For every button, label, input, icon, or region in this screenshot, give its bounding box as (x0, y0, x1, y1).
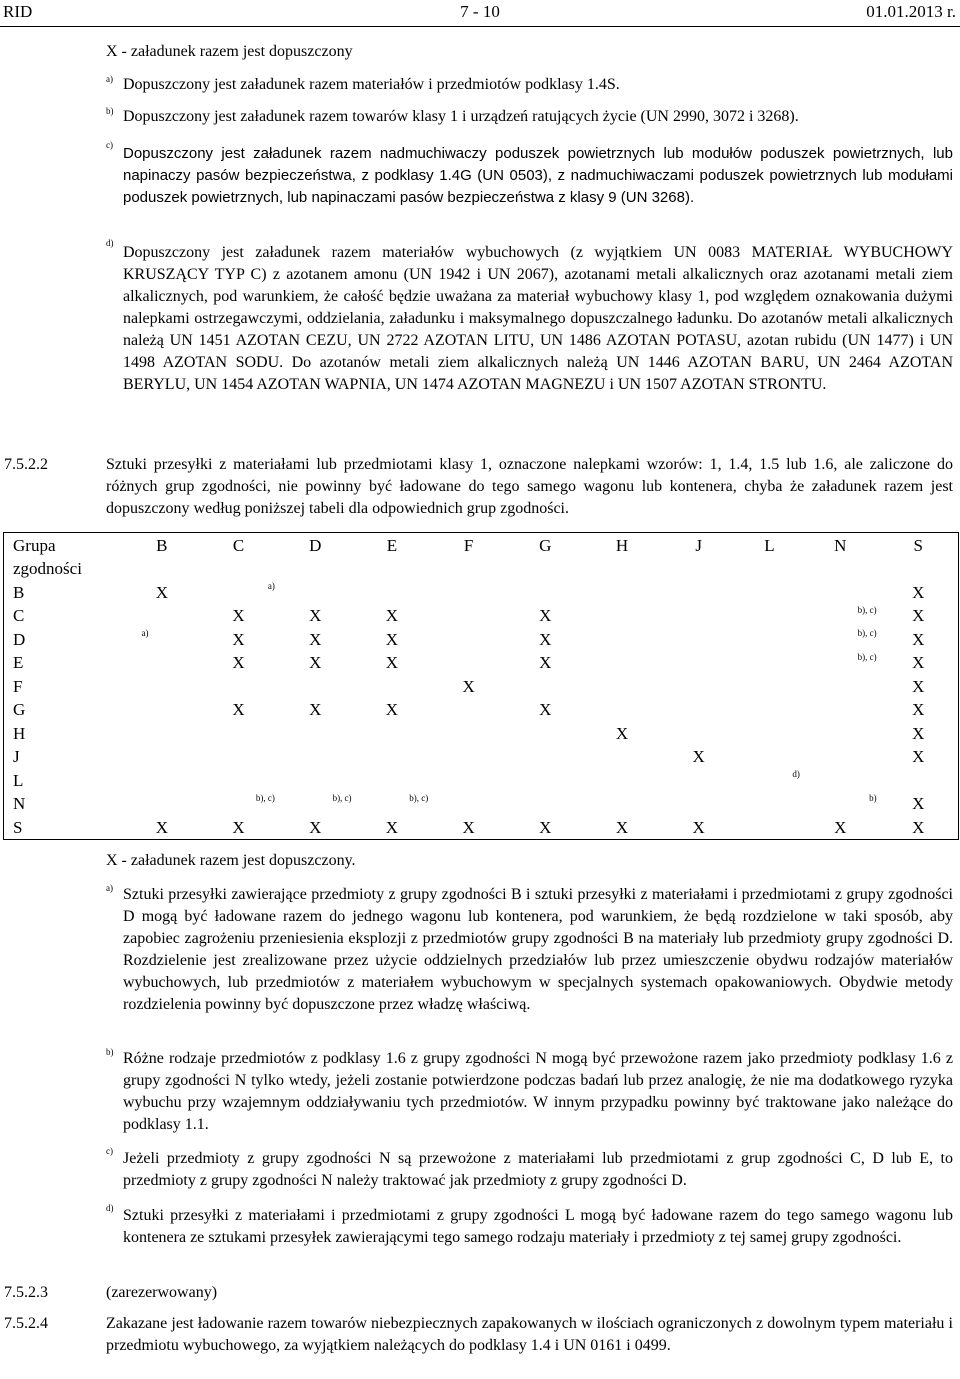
table-cell (200, 721, 277, 745)
table-cell: X (692, 817, 705, 837)
table-cell (430, 698, 507, 722)
table-cell: X (309, 700, 322, 719)
table-cell (660, 580, 737, 604)
table-cell (737, 580, 802, 604)
table-cell (124, 698, 201, 722)
table-cell (802, 721, 879, 745)
table-cell (660, 674, 737, 698)
note-marker: d) (106, 1203, 114, 1213)
row-label: L (13, 770, 24, 790)
table-cell: X (462, 817, 475, 837)
section-text: Sztuki przesyłki z materiałami lub przedmiotami klasy 1, oznaczone nalepkami wzorów: 1, 1.4, 1.5 lub 1.6, ale zaliczone do różnych grup zgodności, nie powinny być ładowane do tego samego wagonu lub kontenera, chyba że załadunek razem jest dopuszczony według poniższej tabeli dla odpowiednich grup zgodności. (106, 456, 953, 517)
table-cell (737, 768, 802, 792)
table-cell (277, 674, 354, 698)
table-cell: X (232, 700, 245, 719)
table-cell (737, 792, 802, 816)
section-number: 7.5.2.4 (4, 1315, 48, 1332)
empty-cell (737, 557, 802, 581)
table-cell (660, 721, 737, 745)
table-cell: X (912, 747, 925, 766)
compatibility-table (3, 532, 959, 840)
table-cell: X (912, 817, 925, 837)
table-cell (584, 698, 661, 722)
note-text: Sztuki przesyłki zawierające przedmioty z grupy zgodności B i sztuki przesyłki z materiałami i przedmiotami z grupy zgodności D mogą być ładowane razem do jednego wagonu lub kontenera, pod warunkiem, że będą rozdzielone w taki sposób, aby zapobiec zagrożeniu przeniesienia eksplozji z przedmiotów grupy zgodności B na materiały lub przedmioty grupy zgodności D. Rozdzielenie jest zrealizowane przez użycie oddzielnych przedziałów lub przez umieszczenie obydwu rodzajów materiałów wybuchowych, lub przedmiotów z materiałem wybuchowym w specjalnych systemach opakowaniowych. Obydwie metody rozdzielenia powinny być dopuszczone przez władzę właściwą. (123, 886, 953, 1013)
table-cell (660, 768, 737, 792)
table-row (4, 745, 959, 769)
table-cell: X (912, 700, 925, 719)
column-header: D (309, 535, 322, 555)
table-body (4, 533, 959, 840)
table-cell: X (385, 653, 399, 672)
table-row (4, 815, 959, 839)
table-cell (660, 604, 737, 628)
table-cell: X (912, 653, 925, 672)
header-rule (0, 26, 960, 27)
table-row (4, 721, 959, 745)
table-cell (584, 768, 661, 792)
table-cell: X (385, 700, 399, 719)
empty-cell (200, 557, 277, 581)
top-legend: X - załadunek razem jest dopuszczony (106, 43, 353, 60)
table-cell (430, 580, 507, 604)
table-cell: X (912, 794, 925, 813)
table-cell (277, 721, 354, 745)
row-label: E (13, 653, 24, 672)
cell-note-reference: b), c) (409, 792, 429, 803)
table-cell: X (539, 700, 552, 719)
row-label: D (13, 629, 26, 649)
table-legend: X - załadunek razem jest dopuszczony. (106, 852, 356, 869)
corner-label: Grupa (13, 535, 56, 555)
row-label: H (13, 723, 26, 743)
row-label: N (13, 794, 26, 813)
column-header: C (232, 535, 245, 555)
table-cell (802, 768, 879, 792)
table-cell (737, 674, 802, 698)
table-cell (124, 604, 201, 628)
table-cell (124, 792, 201, 816)
column-header: G (539, 535, 552, 555)
table-cell (802, 651, 879, 675)
empty-cell (879, 557, 959, 581)
table-row (4, 651, 959, 675)
table-cell: X (309, 606, 322, 625)
table-cell: X (232, 653, 245, 672)
table-cell: X (539, 629, 552, 649)
table-cell: X (155, 817, 168, 837)
column-header: B (156, 535, 168, 555)
empty-cell (354, 557, 431, 581)
table-cell: X (232, 606, 245, 625)
table-cell (507, 792, 584, 816)
table-row (4, 580, 959, 604)
column-header: F (463, 535, 474, 555)
table-cell (584, 604, 661, 628)
table-cell (660, 698, 737, 722)
table-cell (124, 768, 201, 792)
table-cell (737, 721, 802, 745)
table-cell: X (462, 676, 475, 696)
table-header-row (4, 557, 959, 581)
note-marker: c) (106, 140, 113, 150)
table-cell (737, 627, 802, 651)
table-cell (200, 768, 277, 792)
table-cell (200, 745, 277, 769)
table-cell (802, 627, 879, 651)
table-cell (584, 745, 661, 769)
table-cell: X (912, 629, 925, 649)
table-cell (354, 792, 431, 816)
cell-note-reference: a) (141, 628, 149, 638)
table-row (4, 627, 959, 651)
table-cell (584, 674, 661, 698)
table-cell (584, 651, 661, 675)
table-cell (507, 768, 584, 792)
table-cell (124, 651, 201, 675)
cell-note-reference: b), c) (857, 628, 877, 638)
cell-note-reference: b), c) (857, 604, 877, 615)
table-cell: X (539, 606, 552, 625)
column-header: J (695, 535, 702, 555)
table-cell (507, 674, 584, 698)
table-cell (430, 745, 507, 769)
row-label: F (13, 676, 23, 696)
table-row (4, 604, 959, 628)
column-header: S (913, 535, 924, 555)
table-cell (737, 745, 802, 769)
table-cell (354, 745, 431, 769)
empty-cell (507, 557, 584, 581)
note-text: Dopuszczony jest załadunek razem nadmuchiwaczy poduszek powietrznych lub modułów poduszek powietrznych, lub napinaczy pasów bezpieczeństwa, z podklasy 1.4G (UN 0503), z nadmuchiwaczami poduszek powietrznych lub modułami poduszek powietrznych, lub napinaczami pasów bezpieczeństwa z klasy 9 (UN 3268). (123, 145, 953, 206)
cell-note-reference: b) (869, 792, 877, 803)
table-cell: X (385, 817, 399, 837)
table-row (4, 674, 959, 698)
cell-note-reference: d) (792, 769, 800, 779)
column-header: E (386, 535, 398, 555)
table-cell (430, 768, 507, 792)
table-row (4, 698, 959, 722)
table-cell (277, 768, 354, 792)
table-cell: X (912, 676, 925, 696)
table-cell (584, 792, 661, 816)
section-text: (zarezerwowany) (106, 1284, 218, 1301)
table-cell (802, 674, 879, 698)
cell-note-reference: b), c) (255, 792, 275, 803)
table-cell: X (385, 606, 399, 625)
section-number: 7.5.2.2 (4, 456, 48, 473)
table-cell: X (912, 606, 925, 625)
header-page-number: 7 - 10 (460, 2, 500, 21)
table-cell (507, 745, 584, 769)
table-cell (354, 768, 431, 792)
row-label: C (13, 606, 25, 625)
row-label: B (13, 582, 25, 602)
table-cell (802, 580, 879, 604)
note-text: Sztuki przesyłki z materiałami i przedmiotami z grupy zgodności L mogą być ładowane razem do tego samego wagonu lub kontenera ze sztukami przesyłek zawierającymi tego samego rodzaju materiały i przedmioty z tej samej grupy zgodności. (123, 1207, 953, 1246)
table-cell: X (692, 747, 705, 766)
empty-cell (660, 557, 737, 581)
table-cell (430, 604, 507, 628)
table-row (4, 792, 959, 816)
table-row (4, 768, 959, 792)
note-marker: b) (106, 1047, 114, 1057)
note-marker: a) (106, 74, 113, 84)
table-cell (584, 580, 661, 604)
table-cell (660, 651, 737, 675)
section-number: 7.5.2.3 (4, 1284, 48, 1301)
table-cell: X (309, 653, 322, 672)
column-header: H (615, 535, 629, 555)
table-cell (124, 674, 201, 698)
corner-label: zgodności (13, 559, 82, 578)
empty-cell (124, 557, 201, 581)
table-cell (802, 604, 879, 628)
table-cell (879, 768, 959, 792)
table-cell (200, 674, 277, 698)
note-marker: a) (106, 883, 113, 893)
note-marker: d) (106, 238, 114, 248)
empty-cell (584, 557, 661, 581)
cell-note-reference: a) (267, 581, 275, 591)
header-left: RID (3, 2, 33, 21)
table-cell: X (834, 817, 847, 837)
empty-cell (430, 557, 507, 581)
table-cell (430, 792, 507, 816)
table-cell (802, 698, 879, 722)
table-cell (354, 721, 431, 745)
table-cell (354, 674, 431, 698)
empty-cell (802, 557, 879, 581)
note-text: Dopuszczony jest załadunek razem materiałów i przedmiotów podklasy 1.4S. (123, 76, 620, 93)
table-cell (430, 721, 507, 745)
table-cell: X (155, 582, 168, 602)
table-cell (124, 745, 201, 769)
note-marker: b) (106, 106, 114, 116)
empty-cell (277, 557, 354, 581)
table-cell (200, 580, 277, 604)
table-cell (737, 604, 802, 628)
table-cell: X (615, 723, 629, 743)
table-cell: X (232, 629, 245, 649)
table-cell (584, 627, 661, 651)
cell-note-reference: b), c) (857, 651, 877, 662)
table-cell: X (912, 582, 925, 602)
table-cell (660, 627, 737, 651)
table-cell: X (539, 653, 552, 672)
table-cell: X (912, 723, 925, 743)
table-cell (737, 815, 802, 839)
table-cell (507, 580, 584, 604)
table-cell: X (615, 817, 629, 837)
row-label: J (13, 747, 20, 766)
note-text: Różne rodzaje przedmiotów z podklasy 1.6 z grupy zgodności N mogą być przewożone razem jako przedmioty podklasy 1.6 z grupy zgodności N tylko wtedy, jeżeli zostanie potwierdzone podczas badań lub przez analogię, że nie ma dodatkowego ryzyka wybuchu przy wzajemnym oddziaływaniu tych przedmiotów. W innym przypadku powinny być traktowane jako należące do podklasy 1.1. (123, 1050, 953, 1133)
table-cell: X (385, 629, 399, 649)
table-cell (277, 792, 354, 816)
note-text: Jeżeli przedmioty z grupy zgodności N są przewożone z materiałami lub przedmiotami z grup zgodności C, D lub E, to przedmioty z grupy zgodności N należy traktować jak przedmioty z grupy zgodności D. (123, 1150, 953, 1189)
table-cell: X (309, 817, 322, 837)
row-label: S (13, 817, 23, 837)
table-cell (277, 745, 354, 769)
table-cell (507, 721, 584, 745)
row-label: G (13, 700, 26, 719)
note-text: Dopuszczony jest załadunek razem towarów klasy 1 i urządzeń ratujących życie (UN 2990, 3072 i 3268). (123, 108, 799, 125)
table-cell (802, 745, 879, 769)
column-header: L (764, 535, 775, 555)
table-cell (124, 627, 201, 651)
table-header-row (4, 533, 959, 557)
table-cell (277, 580, 354, 604)
section-text: Zakazane jest ładowanie razem towarów niebezpiecznych zapakowanych w ilościach ograniczonych z dowolnym typem materiału i przedmiotu wybuchowego, za wyjątkiem należących do podklasy 1.4 i UN 0161 i 0499. (106, 1315, 953, 1354)
note-marker: c) (106, 1146, 113, 1156)
table-cell (200, 792, 277, 816)
table-cell: X (309, 629, 322, 649)
table-cell (802, 792, 879, 816)
cell-note-reference: b), c) (332, 792, 352, 803)
table-cell (430, 651, 507, 675)
table-cell (737, 698, 802, 722)
table-cell (430, 627, 507, 651)
note-text: Dopuszczony jest załadunek razem materiałów wybuchowych (z wyjątkiem UN 0083 MATERIAŁ WYBUCHOWY KRUSZĄCY TYP C) z azotanem amonu (UN 1942 i UN 2067), azotanami metali alkalicznych oraz azotanami metali ziem alkalicznych, pod warunkiem, że całość będzie uważana za materiał wybuchowy klasy 1, pod względem oznakowania dużymi nalepkami ostrzegawczymi, oddzielania, załadunku i maksymalnego dopuszczalnego ładunku. Do azotanów metali alkalicznych należą UN 1451 AZOTAN CEZU, UN 2722 AZOTAN LITU, UN 1486 AZOTAN POTASU, azotan rubidu (UN 1477) i UN 1498 AZOTAN SODU. Do azotanów metali ziem alkalicznych należą UN 1446 AZOTAN BARU, UN 2464 AZOTAN BERYLU, UN 1454 AZOTAN WAPNIA, UN 1474 AZOTAN MAGNEZU i UN 1507 AZOTAN STRONTU. (123, 244, 953, 393)
table-cell (354, 580, 431, 604)
table-cell (660, 792, 737, 816)
header-date: 01.01.2013 r. (866, 2, 956, 21)
table-cell (737, 651, 802, 675)
table-cell (124, 721, 201, 745)
table-cell: X (232, 817, 245, 837)
column-header: N (834, 535, 847, 555)
table-cell: X (539, 817, 552, 837)
